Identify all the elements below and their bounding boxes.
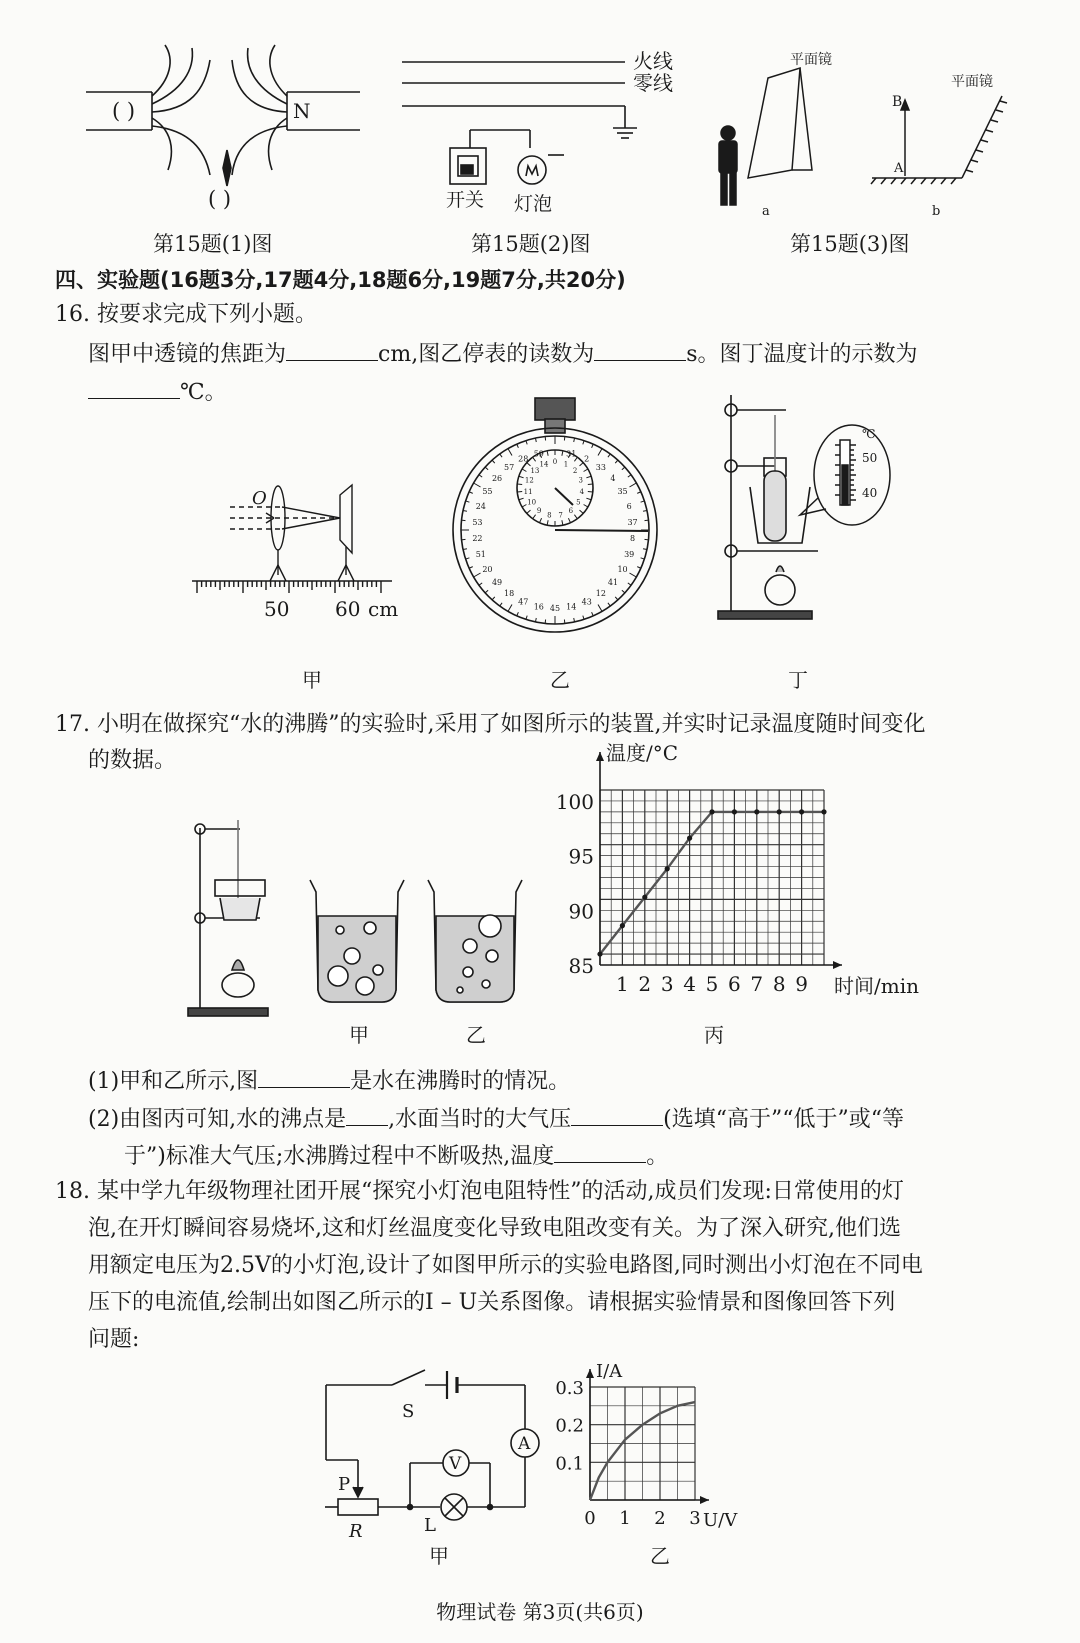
- stopwatch-inner-label: 14: [539, 460, 549, 469]
- stopwatch-outer-label: 45: [549, 604, 561, 613]
- q15-fig2-neutral-wire: 零线: [633, 71, 673, 95]
- q17-sub2-a: (2)由图丙可知,水的沸点是: [88, 1107, 347, 1132]
- x-tick-label: 2: [638, 972, 652, 996]
- stopwatch-outer-label: 20: [482, 565, 493, 574]
- q18-line2: 泡,在开灯瞬间容易烧坏,这和灯丝温度变化导致电阻改变有关。为了深入研究,他们选: [88, 1216, 901, 1241]
- q17-chart-temperature-time: [556, 741, 919, 1047]
- q17-sub2-cont: [124, 1140, 668, 1172]
- q15-fig3a-person-mirror: [719, 68, 812, 205]
- q15-fig2-switch-label: 开关: [446, 189, 485, 211]
- q18-chart-iu: [555, 1361, 738, 1531]
- q16-fig-yi-stopwatch: [453, 398, 657, 632]
- stopwatch-outer-label: 26: [491, 473, 503, 483]
- q16-fig-ding-thermometer-bubble: [800, 425, 890, 525]
- q17-caption-yi: 乙: [466, 1023, 486, 1047]
- q17-sub2-b: ,水面当时的大气压: [388, 1107, 572, 1132]
- stopwatch-inner-label: 10: [527, 498, 537, 507]
- q16-line1-a: 图甲中透镜的焦距为: [88, 342, 287, 367]
- q16-fig-jia-optical-center: O: [252, 488, 267, 509]
- x-tick-label: 5: [705, 972, 719, 996]
- q16-line1-c: s。图丁温度计的示数为: [686, 342, 918, 367]
- q16-line1: [88, 338, 918, 370]
- q15-fig2-bulb-label: 灯泡: [514, 193, 553, 215]
- q18-circuit-lamp-l: L: [424, 1515, 436, 1536]
- x-tick-label: 4: [683, 972, 696, 996]
- y-tick-label: 0.2: [555, 1415, 584, 1437]
- q16-blank-stopwatch[interactable]: [594, 338, 686, 361]
- y-axis-label: 温度/°C: [606, 741, 679, 765]
- stopwatch-inner-label: 11: [523, 487, 533, 496]
- x-axis-label: U/V: [703, 1510, 738, 1531]
- stopwatch-inner-label: 3: [578, 476, 583, 485]
- stopwatch-outer-label: 16: [533, 602, 544, 612]
- q15-figures: [0, 0, 1080, 245]
- q17-sub2-d: 于”)标准大气压;水沸腾过程中不断吸热,温度: [124, 1144, 555, 1169]
- y-tick-label: 100: [555, 789, 594, 814]
- q18-circuit-diagram: [325, 1370, 539, 1520]
- data-point: [597, 951, 602, 956]
- stopwatch-outer-label: 59: [533, 449, 544, 459]
- stopwatch-inner-label: 12: [524, 476, 534, 485]
- q17-stem-line1: 17. 小明在做探究“水的沸腾”的实验时,采用了如图所示的装置,并实时记录温度随时间变化: [55, 712, 926, 737]
- stopwatch-outer-label: 10: [617, 565, 628, 574]
- q17-beaker-yi: [428, 880, 522, 1002]
- y-tick-label: 85: [568, 954, 594, 978]
- x-tick-label: 1: [616, 972, 629, 996]
- q16-fig-jia-unit: cm: [368, 597, 399, 621]
- x-tick-label: 7: [750, 972, 764, 996]
- stopwatch-outer-label: 49: [491, 578, 503, 588]
- data-point: [687, 836, 692, 841]
- y-tick-label: 0.1: [555, 1453, 584, 1475]
- x-tick-label: 6: [728, 972, 741, 996]
- q18-line1: 18. 某中学九年级物理社团开展“探究小灯泡电阻特性”的活动,成员们发现:日常使用的灯: [55, 1179, 904, 1204]
- x-tick-label: 3: [689, 1508, 701, 1529]
- q17-beaker-jia: [310, 880, 404, 1002]
- stopwatch-outer-label: 51: [475, 550, 486, 560]
- q16-fig-jia-tick-50: 50: [264, 597, 290, 621]
- q16-figures: [0, 405, 1080, 700]
- x-tick-label: 0: [584, 1508, 596, 1529]
- stopwatch-outer-label: 24: [475, 501, 486, 511]
- x-axis-arrow: [833, 961, 842, 969]
- stopwatch-inner-label: 5: [576, 498, 581, 507]
- stopwatch-inner-label: 7: [558, 511, 563, 520]
- stopwatch-outer-label: 47: [518, 597, 529, 607]
- q18-circuit-caption: 甲: [429, 1544, 449, 1568]
- q16-fig-jia-optical-bench: [192, 485, 392, 593]
- y-axis-arrow: [596, 752, 604, 761]
- q16-fig-ding-tick-40: 40: [862, 486, 878, 500]
- q18-circuit-rheostat-r: R: [349, 1521, 363, 1542]
- q17-sub1-b: 是水在沸腾时的情况。: [350, 1069, 571, 1094]
- q17-blank-boiling-figure[interactable]: [258, 1065, 350, 1088]
- q16-blank-thermometer[interactable]: [88, 376, 180, 399]
- stopwatch-inner-label: 8: [547, 511, 552, 520]
- stopwatch-outer-label: 14: [566, 602, 577, 612]
- chart-grid: [600, 790, 824, 965]
- stopwatch-outer-label: 33: [595, 462, 606, 472]
- chart-grid: [590, 1387, 695, 1500]
- q15-fig3-point-b: B: [892, 94, 903, 110]
- q16-line2-unit: ℃。: [180, 380, 227, 405]
- q18-circuit-slider-p: P: [338, 1474, 351, 1495]
- data-point: [642, 895, 647, 900]
- stopwatch-outer-label: 18: [504, 589, 515, 599]
- stopwatch-outer-label: 41: [607, 578, 619, 588]
- stopwatch-inner-label: 1: [563, 460, 569, 469]
- section4-heading: 四、实验题(16题3分,17题4分,18题6分,19题7分,共20分): [55, 268, 626, 292]
- stopwatch-inner-label: 4: [579, 487, 585, 496]
- q15-fig1-n-pole: N: [293, 99, 311, 123]
- q17-fig-apparatus: [188, 820, 268, 1016]
- q18-line3: 用额定电压为2.5V的小灯泡,设计了如图甲所示的实验电路图,同时测出小灯泡在不同电: [88, 1253, 923, 1278]
- q15-fig1-left-pole: ( ): [112, 99, 136, 123]
- stopwatch-outer-label: 28: [518, 454, 529, 464]
- stopwatch-outer-label: 6: [626, 501, 632, 511]
- q16-fig-ding-apparatus: [718, 395, 818, 619]
- y-axis-arrow: [586, 1369, 594, 1378]
- stopwatch-outer-label: 2: [584, 454, 590, 464]
- q18-circuit-switch-s: S: [402, 1401, 415, 1422]
- q17-stem-line2: 的数据。: [88, 748, 177, 773]
- q15-fig1-compass-pole: ( ): [208, 187, 232, 211]
- q15-fig2-caption: 第15题(2)图: [471, 232, 591, 256]
- q16-fig-yi-caption: 乙: [550, 668, 570, 692]
- stopwatch-inner-label: 13: [530, 466, 540, 475]
- data-point: [665, 866, 670, 871]
- x-axis-label: 时间/min: [834, 974, 919, 998]
- y-axis-label: I/A: [596, 1361, 623, 1382]
- x-tick-label: 2: [654, 1508, 666, 1529]
- q16-fig-jia-tick-60: 60: [335, 597, 361, 621]
- stopwatch-outer-label: 4: [610, 473, 616, 483]
- q18-line5: 问题:: [88, 1327, 140, 1352]
- data-point: [777, 809, 782, 814]
- q17-caption-jia: 甲: [349, 1023, 369, 1047]
- q15-fig3-label-a: a: [762, 204, 770, 219]
- stopwatch-outer-label: 39: [624, 550, 635, 560]
- q16-fig-jia-caption: 甲: [302, 668, 322, 692]
- stopwatch-outer-label: 53: [472, 517, 483, 527]
- data-point: [732, 809, 737, 814]
- x-tick-label: 1: [619, 1508, 631, 1529]
- y-tick-label: 90: [568, 899, 594, 924]
- q17-sub2-e: 。: [646, 1144, 669, 1169]
- q18-chart-caption: 乙: [650, 1544, 670, 1568]
- stopwatch-inner-label: 6: [568, 506, 574, 515]
- stopwatch-outer-label: 31: [566, 449, 577, 459]
- q16-stem: 16. 按要求完成下列小题。: [55, 302, 317, 327]
- q15-fig3-mirror-label-b: 平面镜: [951, 74, 993, 90]
- data-point: [754, 809, 759, 814]
- q15-fig2-live-wire: 火线: [633, 49, 673, 73]
- q18-figures: [0, 1361, 1080, 1568]
- q18-circuit-voltmeter: V: [449, 1454, 462, 1474]
- x-tick-label: 8: [772, 972, 786, 996]
- data-point: [821, 809, 826, 814]
- q18-circuit-ammeter: A: [518, 1434, 531, 1454]
- q17-sub1: [88, 1065, 570, 1097]
- q17-sub1-a: (1)甲和乙所示,图: [88, 1069, 259, 1094]
- q17-blank-boiling-point[interactable]: [346, 1103, 388, 1126]
- page-footer: 物理试卷 第3页(共6页): [436, 1600, 644, 1624]
- q15-fig3-point-a: A: [894, 161, 904, 176]
- y-tick-label: 0.3: [555, 1378, 584, 1399]
- stopwatch-inner-label: 9: [536, 506, 542, 515]
- q16-blank-focal-length[interactable]: [286, 338, 378, 361]
- q15-fig3-caption: 第15题(3)图: [790, 232, 910, 256]
- stopwatch-outer-label: 37: [627, 517, 638, 527]
- data-point: [709, 809, 714, 814]
- q16-fig-yi-inner-dial: [524, 458, 585, 519]
- stopwatch-outer-label: 35: [617, 487, 628, 496]
- x-tick-label: 3: [660, 972, 674, 996]
- data-point: [620, 923, 625, 928]
- stopwatch-outer-label: 22: [472, 534, 483, 544]
- stopwatch-inner-label: 2: [572, 466, 578, 475]
- q16-fig-ding-tick-50: 50: [862, 451, 878, 465]
- q15-fig3-label-b: b: [932, 204, 941, 219]
- stopwatch-outer-label: 55: [482, 487, 493, 496]
- q17-blank-pressure[interactable]: [571, 1103, 663, 1126]
- y-tick-label: 95: [568, 844, 594, 869]
- q16-line1-b: cm,图乙停表的读数为: [378, 342, 595, 367]
- q16-fig-ding-caption: 丁: [788, 668, 808, 692]
- stopwatch-inner-label: 0: [552, 458, 558, 466]
- data-point: [799, 809, 804, 814]
- x-axis-arrow: [700, 1496, 709, 1504]
- x-tick-label: 9: [795, 972, 808, 996]
- q17-sub2-c: (选填“高于”“低于”或“等: [663, 1107, 904, 1132]
- stopwatch-outer-label: 43: [581, 597, 592, 607]
- stopwatch-outer-label: 57: [504, 462, 515, 472]
- stopwatch-outer-label: 8: [630, 534, 636, 544]
- stopwatch-outer-label: 12: [595, 589, 606, 599]
- q17-blank-temperature[interactable]: [554, 1140, 646, 1163]
- q15-fig3-mirror-label-a: 平面镜: [790, 52, 832, 68]
- q17-caption-bing: 丙: [704, 1023, 724, 1047]
- q15-fig2-circuit: [402, 62, 637, 184]
- q18-line4: 压下的电流值,绘制出如图乙所示的I – U关系图像。请根据实验情景和图像回答下列: [88, 1290, 896, 1315]
- q16-line2: [88, 376, 227, 408]
- q16-fig-ding-unit: ℃: [862, 427, 876, 441]
- q17-sub2: [88, 1103, 904, 1135]
- q15-fig1-caption: 第15题(1)图: [153, 232, 273, 256]
